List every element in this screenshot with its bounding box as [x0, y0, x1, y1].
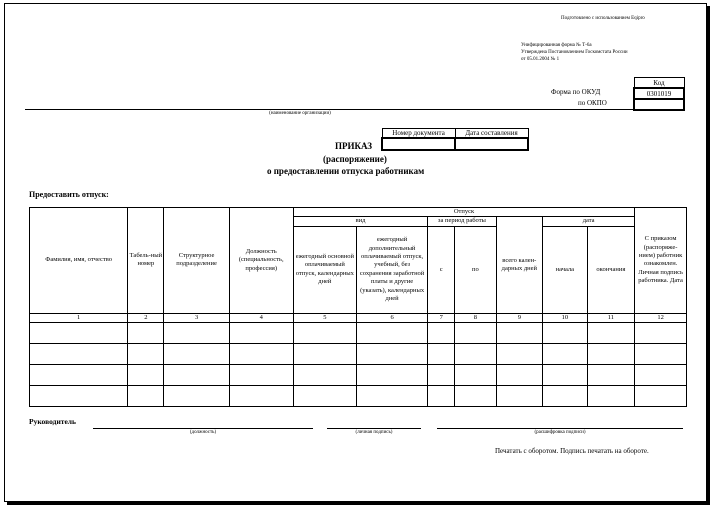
table-cell[interactable] [428, 344, 455, 365]
doc-number-value[interactable] [382, 138, 455, 150]
table-cell[interactable] [356, 365, 427, 386]
table-cell[interactable] [164, 386, 229, 407]
decode-line[interactable] [437, 428, 683, 429]
col-number: 10 [543, 313, 587, 322]
table-cell[interactable] [30, 344, 128, 365]
table-cell[interactable] [128, 386, 164, 407]
table-cell[interactable] [543, 323, 587, 344]
table-cell[interactable] [455, 323, 496, 344]
table-cell[interactable] [164, 344, 229, 365]
table-row [30, 386, 687, 407]
table-row [30, 323, 687, 344]
table-cell[interactable] [428, 365, 455, 386]
okud-value[interactable]: 0301019 [634, 88, 684, 99]
table-cell[interactable] [496, 323, 543, 344]
col-number: 7 [428, 313, 455, 322]
doc-date-value[interactable] [455, 138, 528, 150]
table-cell[interactable] [293, 386, 356, 407]
table-cell[interactable] [229, 344, 293, 365]
col-header-3: Структурное подразделение [164, 208, 229, 314]
col-header-7: с [428, 226, 455, 313]
table-cell[interactable] [164, 365, 229, 386]
org-caption: (наименование организации) [269, 111, 331, 116]
table-row [30, 344, 687, 365]
col-number: 8 [455, 313, 496, 322]
position-caption: (должность) [189, 430, 217, 435]
table-cell[interactable] [356, 323, 427, 344]
org-name-line[interactable] [25, 109, 633, 110]
table-cell[interactable] [293, 365, 356, 386]
vacation-table [29, 207, 687, 407]
form-page [4, 3, 707, 502]
codes-header: Код [634, 78, 684, 89]
table-cell[interactable] [543, 386, 587, 407]
sign-line[interactable] [327, 428, 421, 429]
table-cell[interactable] [635, 344, 687, 365]
col-number: 1 [30, 313, 128, 322]
table-cell[interactable] [635, 365, 687, 386]
table-cell[interactable] [128, 365, 164, 386]
col-header-9: всего кален-дарных дней [496, 217, 543, 313]
okud-label: Форма по ОКУД [551, 88, 601, 96]
col-header-4: Должность (специальность, профессия) [229, 208, 293, 314]
table-cell[interactable] [455, 344, 496, 365]
group-data: дата [543, 217, 635, 226]
col-number: 11 [587, 313, 635, 322]
group-otpusk: Отпуск [293, 208, 634, 217]
col-number: 3 [164, 313, 229, 322]
okpo-value[interactable] [634, 99, 684, 110]
table-cell[interactable] [543, 365, 587, 386]
table-cell[interactable] [356, 344, 427, 365]
table-cell[interactable] [496, 344, 543, 365]
table-cell[interactable] [30, 386, 128, 407]
position-line[interactable] [93, 428, 313, 429]
column-numbers-row [30, 313, 687, 322]
table-cell[interactable] [164, 323, 229, 344]
table-cell[interactable] [229, 365, 293, 386]
table-cell[interactable] [455, 365, 496, 386]
form-info-line-3: от 05.01.2004 № 1 [521, 57, 560, 62]
group-period: за период работы [428, 217, 496, 226]
table-cell[interactable] [30, 365, 128, 386]
codes-table [633, 77, 685, 111]
table-cell[interactable] [428, 323, 455, 344]
table-cell[interactable] [30, 323, 128, 344]
col-header-11: окончания [587, 226, 635, 313]
table-cell[interactable] [455, 386, 496, 407]
table-cell[interactable] [587, 344, 635, 365]
table-cell[interactable] [587, 386, 635, 407]
col-header-6: ежегодный дополнительный оплачиваемый отпуск, учебный, без сохранения заработной платы и другие (указать), календарных дней [356, 226, 427, 313]
table-cell[interactable] [428, 386, 455, 407]
table-cell[interactable] [496, 365, 543, 386]
title-sub: (распоряжение) [323, 154, 387, 164]
col-number: 2 [128, 313, 164, 322]
decode-caption: (расшифровка подписи) [534, 430, 586, 435]
col-header-12: С приказом (распоряже-нием) работник ознакомлен. Личная подпись работника. Дата [635, 208, 687, 314]
group-vid: вид [293, 217, 427, 226]
col-number: 9 [496, 313, 543, 322]
sign-caption: (личная подпись) [355, 430, 393, 435]
grant-label: Предоставить отпуск: [29, 190, 109, 199]
table-cell[interactable] [293, 344, 356, 365]
title-desc: о предоставлении отпуска работникам [267, 166, 425, 176]
signature-label: Руководитель [29, 417, 76, 426]
doc-box [381, 128, 529, 151]
col-number: 12 [635, 313, 687, 322]
table-cell[interactable] [128, 323, 164, 344]
col-number: 4 [229, 313, 293, 322]
table-cell[interactable] [587, 323, 635, 344]
doc-number-label: Номер документа [382, 129, 455, 139]
table-cell[interactable] [587, 365, 635, 386]
col-number: 6 [356, 313, 427, 322]
table-cell[interactable] [496, 386, 543, 407]
footer-note: Печатать с оборотом. Подпись печатать на обороте. [495, 447, 649, 455]
col-header-10: начала [543, 226, 587, 313]
col-header-1: Фамилия, имя, отчество [30, 208, 128, 314]
table-cell[interactable] [128, 344, 164, 365]
okpo-label: по ОКПО [578, 99, 607, 107]
top-note: Подготовлено с использованием Eqipro [561, 16, 645, 21]
table-row [30, 365, 687, 386]
col-header-8: по [455, 226, 496, 313]
col-number: 5 [293, 313, 356, 322]
table-cell[interactable] [229, 323, 293, 344]
table-cell[interactable] [356, 386, 427, 407]
table-cell[interactable] [635, 323, 687, 344]
col-header-2: Табель-ный номер [128, 208, 164, 314]
form-info-line-2: Утверждена Постановлением Госкомстата России [521, 50, 628, 55]
title-main: ПРИКАЗ [335, 141, 373, 151]
form-info-line-1: Унифицированная форма № Т-6а [521, 43, 592, 48]
table-cell[interactable] [229, 386, 293, 407]
col-header-5: ежегодный основной оплачиваемый отпуск, календарных дней [293, 226, 356, 313]
doc-date-label: Дата составления [455, 129, 528, 139]
table-cell[interactable] [543, 344, 587, 365]
table-body [30, 323, 687, 407]
table-cell[interactable] [635, 386, 687, 407]
table-cell[interactable] [293, 323, 356, 344]
